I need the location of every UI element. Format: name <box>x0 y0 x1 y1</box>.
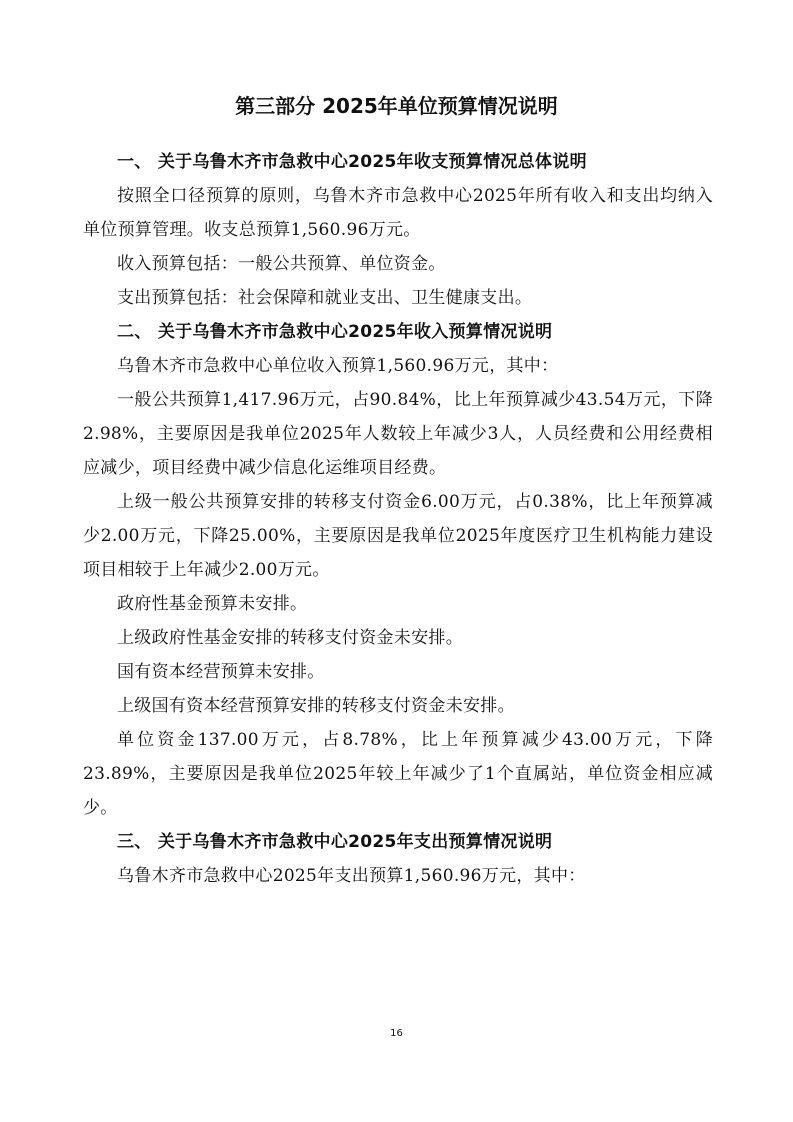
paragraph: 乌鲁木齐市急救中心单位收入预算1,560.96万元，其中： <box>117 356 559 376</box>
paragraph: 支出预算包括：社会保障和就业支出、卫生健康支出。 <box>117 288 533 308</box>
paragraph: 按照全口径预算的原则，乌鲁木齐市急救中心2025年所有收入和支出均纳入单位预算管理。收支总预算1,560.96万元。 <box>83 186 713 240</box>
page-number: 16 <box>390 1028 403 1039</box>
paragraph: 单位资金137.00万元，占8.78%，比上年预算减少43.00万元，下降23.89%，主要原因是我单位2025年较上年减少了1个直属站，单位资金相应减少。 <box>83 730 713 818</box>
paragraph: 国有资本经营预算未安排。 <box>117 662 325 682</box>
paragraph: 上级政府性基金安排的转移支付资金未安排。 <box>117 628 463 648</box>
page-title: 第三部分 2025年单位预算情况说明 <box>235 94 558 118</box>
section-heading-2: 二、 关于乌鲁木齐市急救中心2025年收入预算情况说明 <box>117 322 553 342</box>
paragraph: 乌鲁木齐市急救中心2025年支出预算1,560.96万元，其中： <box>117 866 586 886</box>
document-body <box>83 145 713 893</box>
paragraph: 上级国有资本经营预算安排的转移支付资金未安排。 <box>117 696 515 716</box>
paragraph: 上级一般公共预算安排的转移支付资金6.00万元，占0.38%，比上年预算减少2.00万元，下降25.00%，主要原因是我单位2025年度医疗卫生机构能力建设项目相较于上年减少2.00万元。 <box>83 492 713 580</box>
section-heading-3: 三、 关于乌鲁木齐市急救中心2025年支出预算情况说明 <box>117 832 553 852</box>
paragraph: 政府性基金预算未安排。 <box>117 594 308 614</box>
section-heading-1: 一、 关于乌鲁木齐市急救中心2025年收支预算情况总体说明 <box>117 152 587 172</box>
paragraph: 一般公共预算1,417.96万元，占90.84%，比上年预算减少43.54万元，下降2.98%，主要原因是我单位2025年人数较上年减少3人，人员经费和公用经费相应减少，项目经费中减少信息化运维项目经费。 <box>83 390 713 478</box>
paragraph: 收入预算包括：一般公共预算、单位资金。 <box>117 254 446 274</box>
